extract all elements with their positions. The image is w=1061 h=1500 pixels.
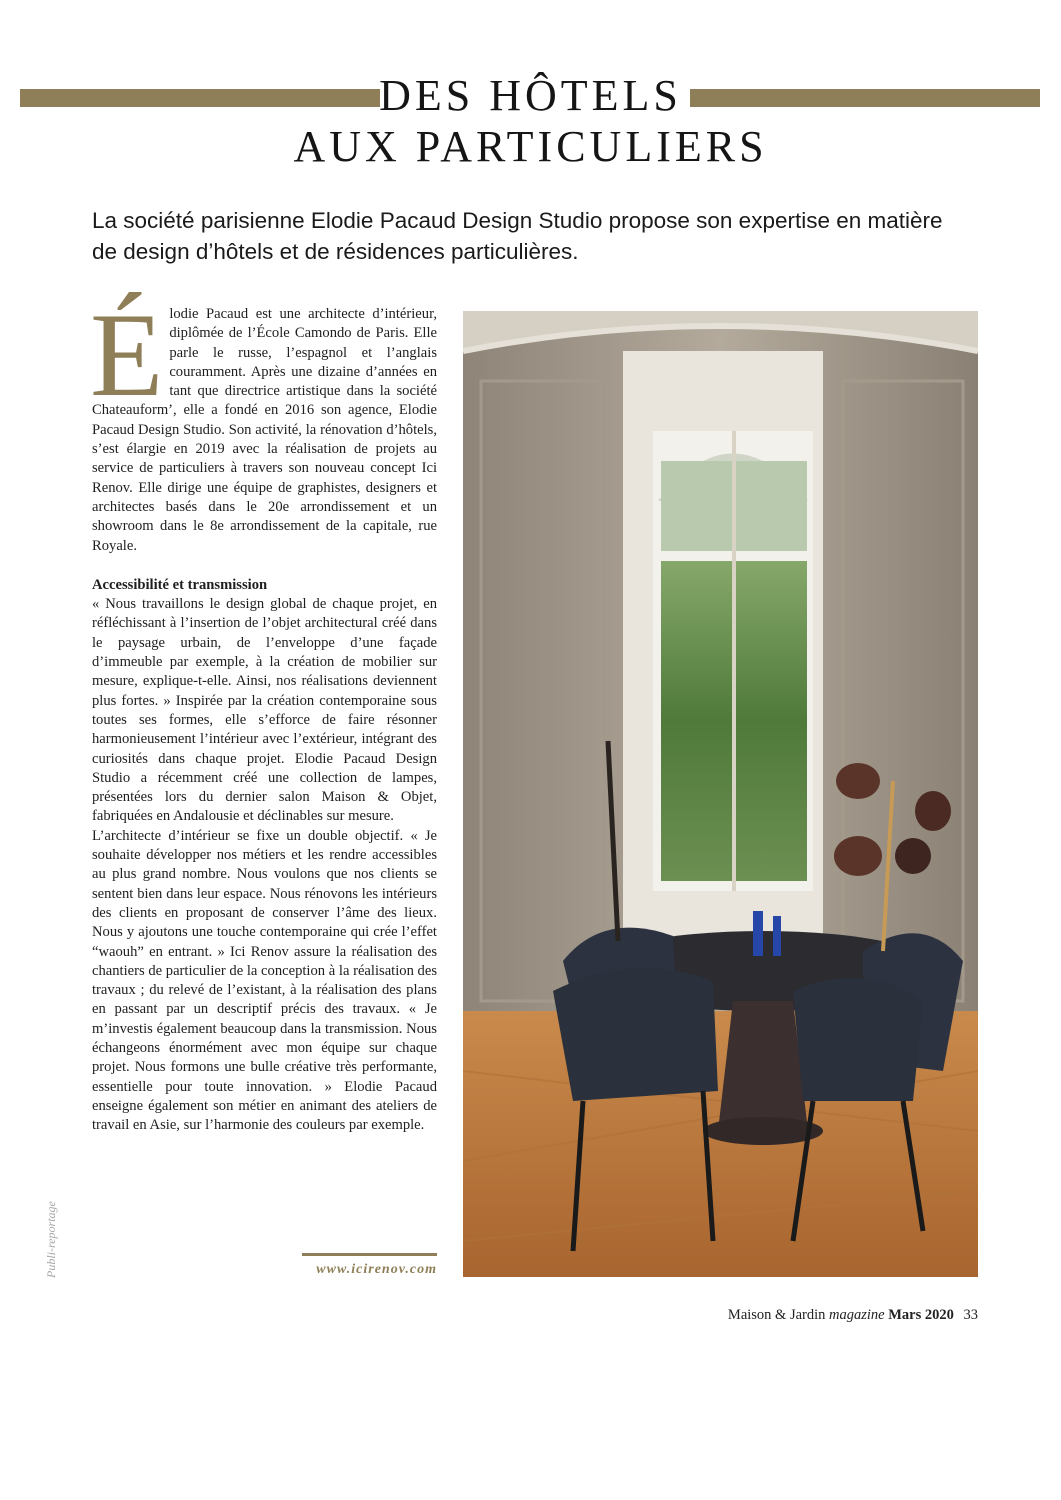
drop-cap: É	[90, 288, 164, 421]
article-lead: La société parisienne Elodie Pacaud Design Studio propose son expertise en matière de design d’hôtels et de résidences particulières.	[92, 208, 943, 264]
paragraph-quote: « Nous travaillons le design global de chaque projet, en réfléchissant à l’insertion de l’objet architectural créé dans le paysage urbain, de l’enveloppe d’une façade d’immeuble par exemple, à la création de mobilier sur mesure, explique-t-elle. Ainsi, nos réalisations deviennent plus fortes. » Inspirée par la création contemporaine sous toutes ses formes, elle s’efforce de faire résonner harmonieusement l’intérieur avec l’extérieur, intégrant des curiosités dans chaque projet. Elodie Pacaud Design Studio a récemment créé une collection de lampes, présentées lors du dernier salon Maison & Objet, fabriquées en Andalousie et déclinables sur mesure.	[92, 596, 437, 825]
article-body	[90, 288, 437, 1135]
issue-date: Mars 2020	[888, 1307, 954, 1323]
website-link[interactable]: www.icirenov.com	[316, 1262, 437, 1277]
url-rule	[302, 1253, 437, 1256]
paragraph-objectives: L’architecte d’intérieur se fixe un double objectif. « Je souhaite développer nos métiers et les rendre accessibles au plus grand nombre. Nous voulons que nos clients se sentent bien dans leur espace. Nous rénovons les intérieurs des clients en proposant de conserver l’âme des lieux. Nous y ajoutons une touche contemporaine qui crée l’effet “waouh” en entrant. » Ici Renov assure la réalisation des chantiers de particulier de la conception à la réalisation des travaux ; du relevé de l’existant, à la réalisation des plans en passant par un descriptif précis des travaux. « Je m’investis également beaucoup dans la transmission. Nous échangeons énormément avec mon équipe sur chaque projet. Nous formons une bulle créative très performante, essentielle pour toute innovation. » Elodie Pacaud enseigne également son métier en animant des ateliers de travail en Asie, sur l’harmonie des couleurs par exemple.	[92, 827, 437, 1134]
article-subheading: Accessibilité et transmission	[92, 576, 268, 593]
page-footer	[728, 1307, 978, 1324]
dining-room-photo	[463, 311, 978, 1277]
publication-name: Maison & Jardin	[727, 1307, 826, 1323]
page-number: 33	[963, 1307, 978, 1323]
publication-name-italic: magazine	[829, 1307, 885, 1323]
article-title-line2: AUX PARTICULIERS	[293, 122, 768, 171]
side-label: Publi-reportage	[44, 1201, 58, 1278]
article-title-line1: DES HÔTELS	[379, 71, 682, 120]
paragraph-intro: lodie Pacaud est une architecte d’intérieur, diplômée de l’École Camondo de Paris. Elle parle le russe, l’espagnol et l’anglais couramment. Après une dizaine d’années en tant que directrice artistique dans la société Chateauform’, elle a fondé en 2016 son agence, Elodie Pacaud Design Studio. Son activité, la rénovation d’hôtels, s’est élargie en 2019 avec la réalisation de projets au service de particuliers à travers son nouveau concept Ici Renov. Elle dirige une équipe de graphistes, designers et architectes basés dans le 20e arrondissement et un showroom dans le 8e arrondissement de la capitale, rue Royale.	[92, 306, 437, 554]
